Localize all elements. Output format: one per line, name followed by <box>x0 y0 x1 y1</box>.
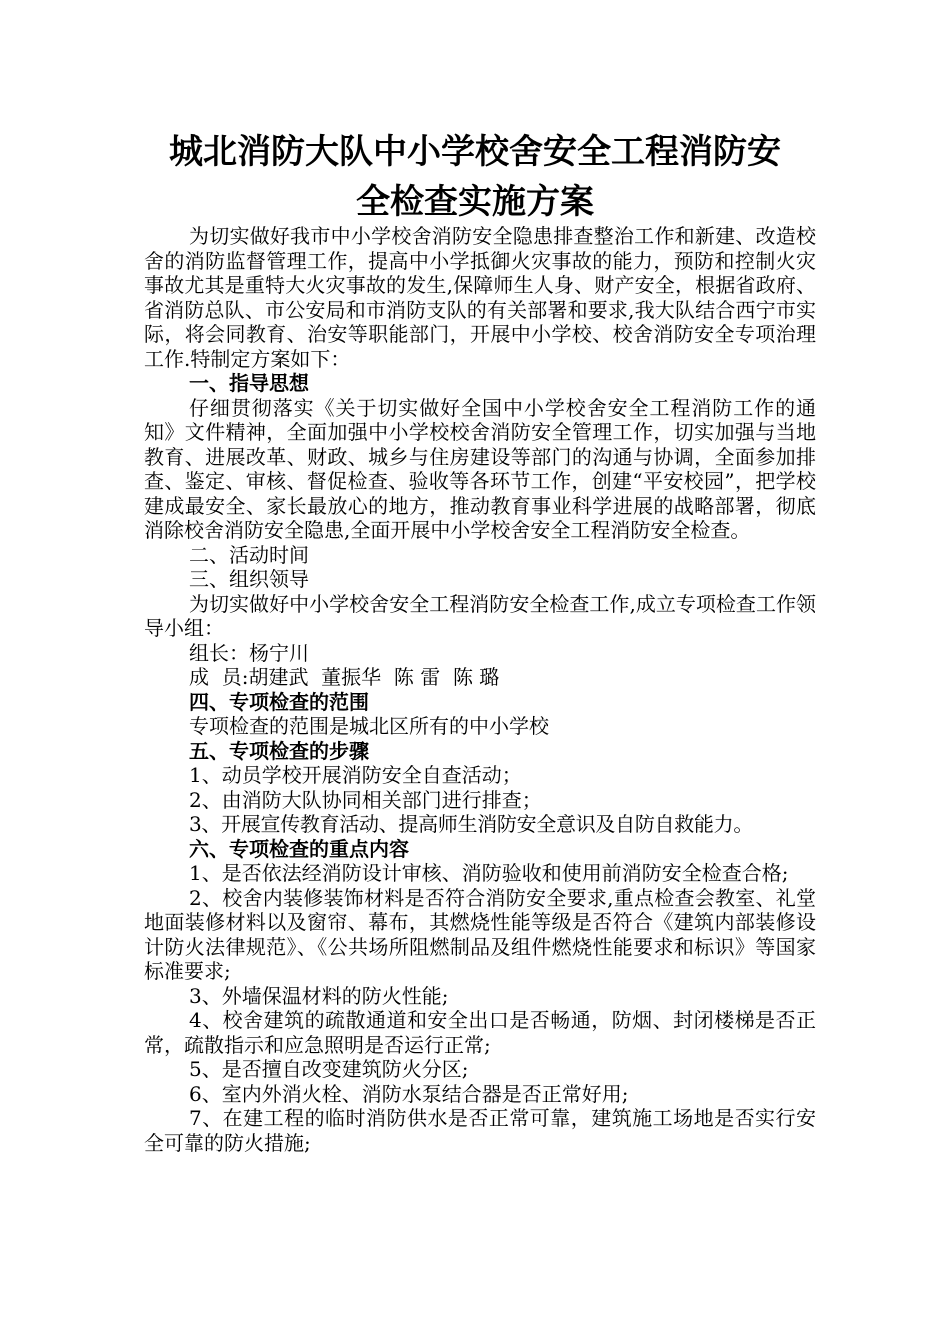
key-content-item: 2、校舍内装修装饰材料是否符合消防安全要求,重点检查会教室、礼堂地面装修材料以及窗帘、幕布，其燃烧性能等级是否符合《建筑内部装修设计防火法律规范》、《公共场所阻燃制品及组件燃烧性能要求和标识》等国家标准要求; <box>144 885 816 983</box>
section-heading-scope: 四、专项检查的范围 <box>189 689 369 714</box>
document-title-line-2: 全检查实施方案 <box>356 182 594 222</box>
document-title-line-1: 城北消防大队中小学校舍安全工程消防安 <box>169 132 781 172</box>
section-heading-key-content: 六、专项检查的重点内容 <box>189 836 409 861</box>
guiding-ideology-paragraph: 仔细贯彻落实《关于切实做好全国中小学校舍安全工程消防工作的通知》文件精神，全面加强中小学校校舍消防安全管理工作，切实加强与当地教育、进展改革、财政、城乡与住房建设等部门的沟通与协调，全面参加排查、鉴定、审核、督促检查、验收等各环节工作，创建“平安校园”，把学校建成最安全、家长最放心的地方，推动教育事业科学进展的战略部署，彻底消除校舍消防安全隐患,全面开展中小学校舍安全工程消防安全检查。 <box>144 395 816 542</box>
scope-paragraph: 专项检查的范围是城北区所有的中小学校 <box>189 714 549 738</box>
step-item: 1、动员学校开展消防安全自查活动； <box>189 763 522 787</box>
key-content-item: 1、是否依法经消防设计审核、消防验收和使用前消防安全检查合格; <box>189 861 789 885</box>
intro-paragraph: 为切实做好我市中小学校舍消防安全隐患排查整治工作和新建、改造校舍的消防监督管理工作，提高中小学抵御火灾事故的能力，预防和控制火灾事故尤其是重特大火灾事故的发生,保障师生人身、财产安全，根据省政府、省消防总队、市公安局和市消防支队的有关部署和要求,我大队结合西宁市实际，将会同教育、治安等职能部门，开展中小学校、校舍消防安全专项治理工作.特制定方案如下： <box>144 224 816 371</box>
section-heading-organization: 三、组织领导 <box>189 567 309 591</box>
step-item: 2、由消防大队协同相关部门进行排查； <box>189 787 542 812</box>
document-body <box>144 224 816 1155</box>
step-item: 3、开展宣传教育活动、提高师生消防安全意识及自防自救能力。 <box>189 812 754 836</box>
team-leader-line: 组长：杨宁川 <box>189 640 309 665</box>
key-content-item: 6、室内外消火栓、消防水泵结合器是否正常好用; <box>189 1081 629 1106</box>
section-heading-activity-time: 二、活动时间 <box>189 542 309 567</box>
key-content-item: 7、在建工程的临时消防供水是否正常可靠，建筑施工场地是否实行安全可靠的防火措施; <box>144 1106 816 1155</box>
key-content-item: 3、外墙保温材料的防火性能; <box>189 983 449 1008</box>
key-content-item: 4、校舍建筑的疏散通道和安全出口是否畅通，防烟、封闭楼梯是否正常，疏散指示和应急照明是否运行正常; <box>144 1008 816 1057</box>
section-heading-guiding-ideology: 一、指导思想 <box>189 371 309 395</box>
organization-paragraph: 为切实做好中小学校舍安全工程消防安全检查工作,成立专项检查工作领导小组： <box>144 591 816 640</box>
team-members-line: 成 员:胡建武 董振华 陈 雷 陈 璐 <box>189 665 500 689</box>
key-content-item: 5、是否擅自改变建筑防火分区; <box>189 1057 469 1081</box>
section-heading-steps: 五、专项检查的步骤 <box>189 738 369 763</box>
